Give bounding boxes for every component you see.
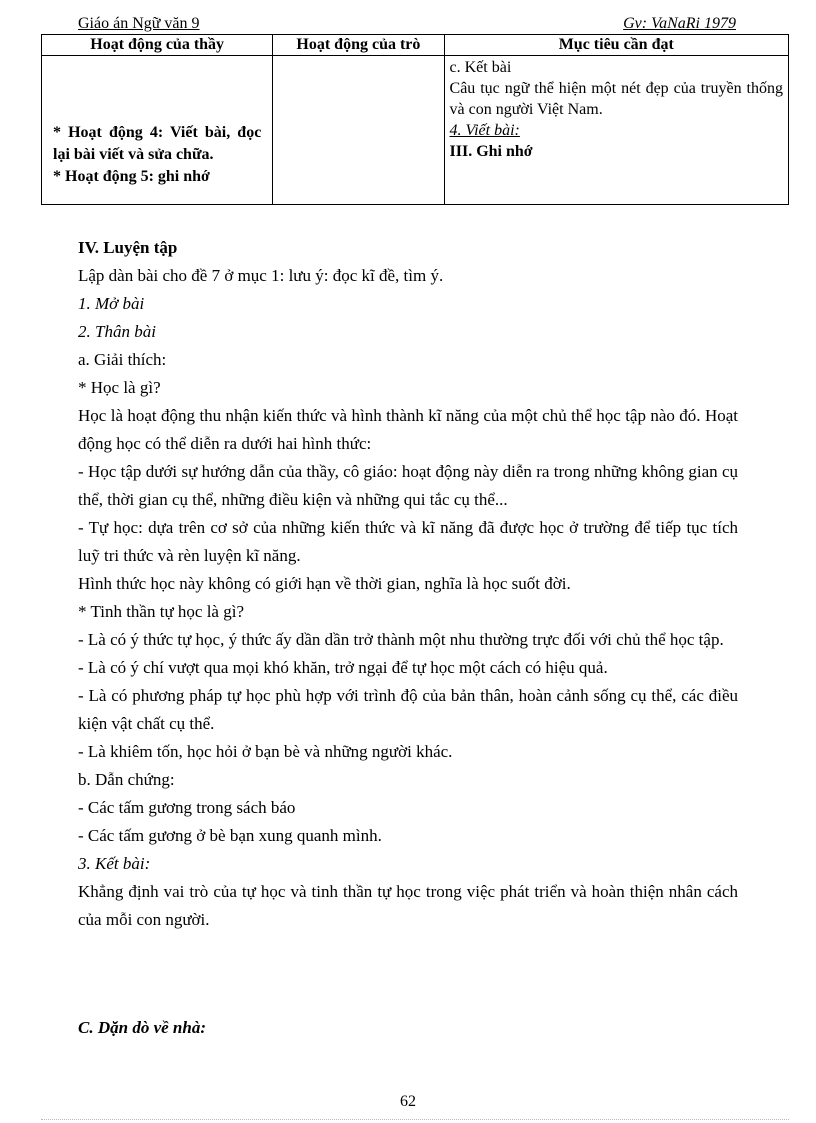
question-learning: * Học là gì? xyxy=(78,378,161,397)
activity-5: * Hoạt động 5: ghi nhớ xyxy=(53,168,210,185)
paragraph-lifelong: Hình thức học này không có giới hạn về thời gian, nghĩa là học suốt đời. xyxy=(78,574,571,593)
list-item: - Là khiêm tốn, học hỏi ở bạn bè và những người khác. xyxy=(78,742,453,761)
table-header-row xyxy=(42,35,789,56)
footer-divider xyxy=(41,1119,789,1120)
question-self-study: * Tinh thần tự học là gì? xyxy=(78,602,244,621)
paragraph-definition: Học là hoạt động thu nhận kiến thức và hình thành kĩ năng của một chủ thể học tập nào đó. Hoạt động học có thể diễn ra dưới hai hình thức: xyxy=(78,406,738,453)
list-item: - Là có ý thức tự học, ý thức ấy dần dần trở thành một nhu thường trực đối với chủ thể học tập. xyxy=(78,630,724,649)
header-subject: Giáo án Ngữ văn 9 xyxy=(78,15,200,32)
header-goals: Mục tiêu cần đạt xyxy=(444,35,788,56)
section-heading: IV. Luyện tập xyxy=(78,238,178,257)
list-item: - Là có phương pháp tự học phù hợp với trình độ của bản thân, hoàn cảnh sống cụ thể, các điều kiện vật chất cụ thể. xyxy=(78,686,738,733)
list-item: - Là có ý chí vượt qua mọi khó khăn, trở ngại để tự học một cách có hiệu quả. xyxy=(78,658,608,677)
list-item: - Tự học: dựa trên cơ sở của những kiến thức và kĩ năng đã được học ở trường để tiếp tục tích luỹ tri thức và rèn luyện kĩ năng. xyxy=(78,518,738,565)
homework-heading: C. Dặn dò về nhà: xyxy=(78,1018,206,1037)
paragraph-conclusion: Khẳng định vai trò của tự học và tinh thần tự học trong việc phát triển và hoàn thiện nhân cách của mỗi con người. xyxy=(78,882,738,929)
list-item: - Học tập dưới sự hướng dẫn của thầy, cô giáo: hoạt động này diễn ra trong những không gian cụ thể, thời gian cụ thể, những điều kiện và những qui tắc cụ thể... xyxy=(78,462,738,509)
explanation-heading: a. Giải thích: xyxy=(78,350,167,369)
goal-memo: III. Ghi nhớ xyxy=(449,143,533,160)
page-header xyxy=(78,14,736,34)
header-teacher-activity: Hoạt động của thầy xyxy=(42,35,273,56)
student-activity-cell xyxy=(273,56,444,205)
activity-4: * Hoạt động 4: Viết bài, đọc lại bài viết và sửa chữa. xyxy=(53,124,262,163)
list-item: - Các tấm gương trong sách báo xyxy=(78,798,296,817)
practice-section xyxy=(78,234,738,934)
practice-intro: Lập dàn bài cho đề 7 ở mục 1: lưu ý: đọc kĩ đề, tìm ý. xyxy=(78,266,444,285)
goal-conclusion: c. Kết bài xyxy=(449,59,512,76)
teacher-activity-cell xyxy=(42,56,273,205)
outline-opening: 1. Mở bài xyxy=(78,294,145,313)
page-number: 62 xyxy=(400,1093,416,1110)
header-student-activity: Hoạt động của trò xyxy=(273,35,444,56)
goal-writing: 4. Viết bài: xyxy=(449,122,520,139)
evidence-heading: b. Dẫn chứng: xyxy=(78,770,175,789)
lesson-plan-table xyxy=(41,34,789,205)
outline-conclusion: 3. Kết bài: xyxy=(78,854,151,873)
goal-proverb: Câu tục ngữ thể hiện một nét đẹp của truyền thống và con người Việt Nam. xyxy=(449,80,783,118)
outline-body: 2. Thân bài xyxy=(78,322,156,341)
list-item: - Các tấm gương ở bè bạn xung quanh mình. xyxy=(78,826,382,845)
goals-cell xyxy=(444,56,788,205)
header-teacher: Gv: VaNaRi 1979 xyxy=(623,15,736,32)
table-row xyxy=(42,56,789,205)
